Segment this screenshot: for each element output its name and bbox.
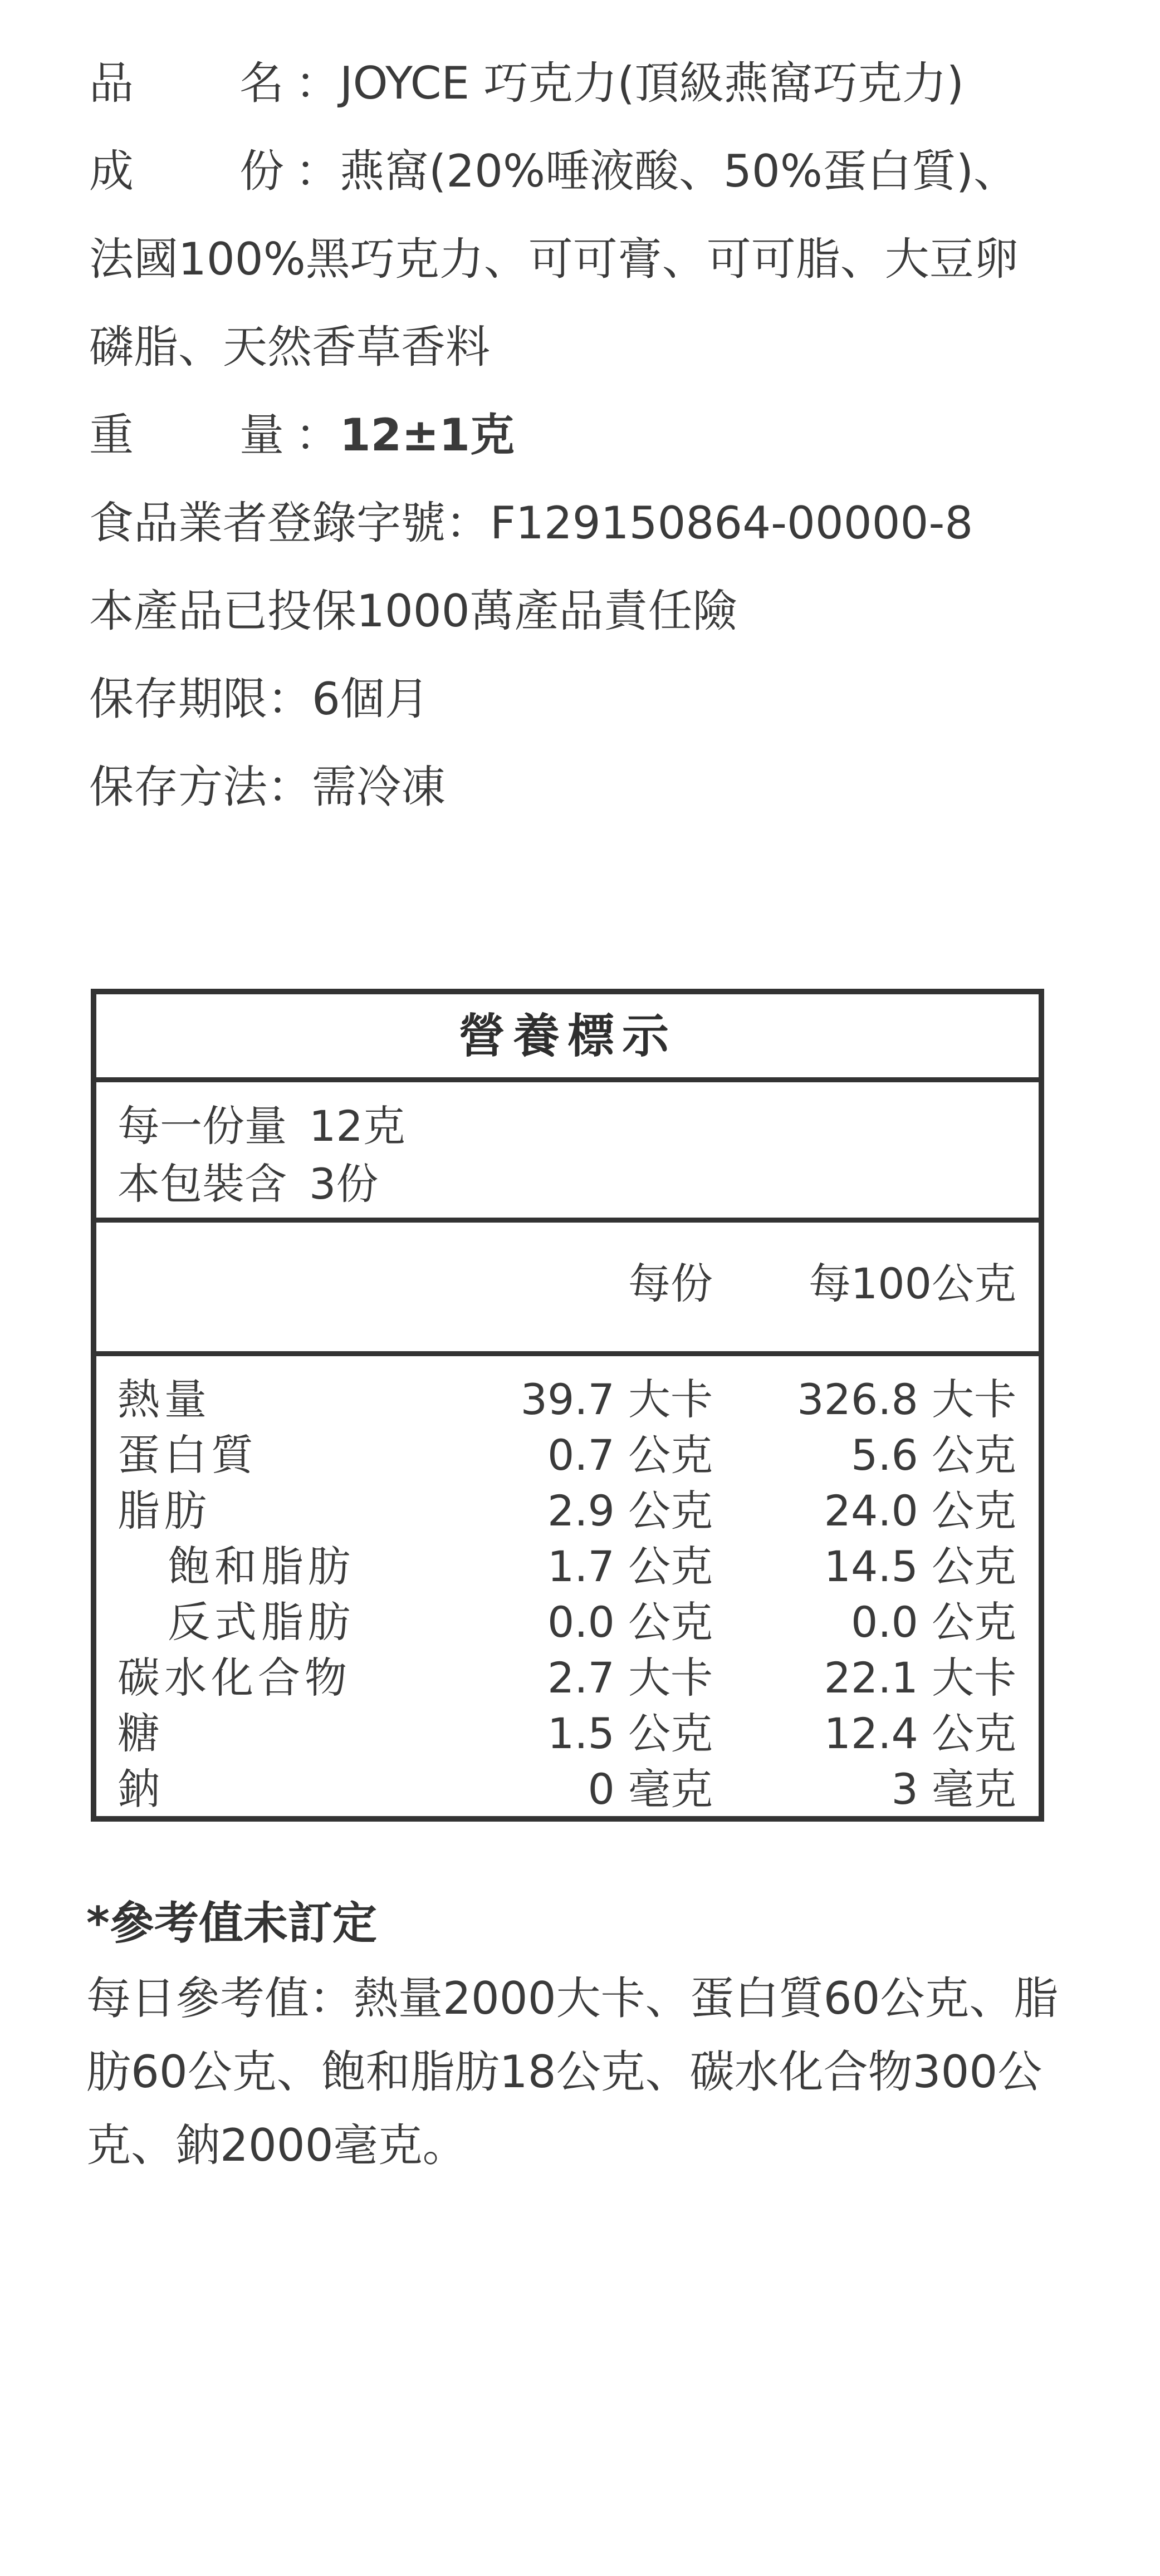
ingredients-label: 成 份 (89, 145, 284, 197)
per-100g-value: 326.8 大卡 (797, 1375, 1016, 1424)
per-100g-value: 3 毫克 (891, 1764, 1016, 1814)
per-serving-value: 0.0 公克 (547, 1597, 713, 1647)
nutrient-name: 脂肪 (118, 1486, 211, 1535)
ingredients-value-1: ：燕窩(20%唾液酸、50%蛋白質)、 (295, 145, 1019, 197)
nutrition-row-energy (96, 1372, 1039, 1427)
nutrition-table (91, 989, 1044, 1822)
serving-size-value: 12克 (309, 1101, 405, 1151)
nutrition-row-sugar (96, 1706, 1039, 1762)
weight-label: 重 量 (89, 409, 284, 461)
nutrient-name: 糖 (118, 1709, 164, 1758)
col-per-100g-header: 每100公克 (808, 1259, 1016, 1308)
product-info (89, 47, 1092, 839)
nutrition-row-trans-fat (96, 1594, 1039, 1650)
registration-line: 食品業者登錄字號：F129150864-00000-8 (89, 497, 973, 549)
product-name-label: 品 名 (89, 57, 284, 109)
per-serving-value: 0 毫克 (588, 1764, 713, 1814)
product-name-value: ：JOYCE 巧克力(頂級燕窩巧克力) (295, 57, 964, 109)
nutrition-row-carbohydrate (96, 1650, 1039, 1706)
nutrition-column-headers (96, 1223, 1039, 1356)
nutrition-row-protein (96, 1427, 1039, 1483)
per-serving-value: 0.7 公克 (547, 1430, 713, 1480)
serving-size-row (118, 1096, 405, 1157)
servings-value: 3份 (309, 1159, 379, 1209)
nutrition-row-fat (96, 1483, 1039, 1539)
ingredients-line-3: 磷脂、天然香草香料 (89, 321, 490, 373)
nutrient-name: 熱量 (118, 1375, 211, 1424)
nutrition-row-saturated-fat (96, 1539, 1039, 1594)
nutrient-name: 鈉 (118, 1764, 164, 1814)
storage-line: 保存方法：需冷凍 (89, 761, 446, 813)
per-100g-value: 22.1 大卡 (824, 1653, 1016, 1702)
per-100g-value: 14.5 公克 (824, 1542, 1016, 1591)
per-100g-value: 0.0 公克 (850, 1597, 1016, 1647)
weight-line (89, 399, 1092, 487)
footnote-title: *參考值未訂定 (86, 1897, 377, 1949)
weight-separator: ： (295, 409, 340, 461)
nutrition-row-sodium (96, 1762, 1039, 1817)
per-100g-value: 24.0 公克 (824, 1486, 1016, 1535)
per-serving-value: 2.7 大卡 (547, 1653, 713, 1702)
nutrition-title: 營養標示 (96, 994, 1039, 1082)
per-100g-value: 12.4 公克 (824, 1709, 1016, 1758)
insurance-line: 本產品已投保1000萬產品責任險 (89, 585, 737, 637)
per-serving-value: 39.7 大卡 (520, 1375, 713, 1424)
nutrient-name: 飽和脂肪 (168, 1542, 355, 1591)
footnote (86, 1887, 1078, 2182)
servings-per-pack-row (118, 1154, 378, 1215)
per-serving-value: 1.7 公克 (547, 1542, 713, 1591)
nutrient-name: 反式脂肪 (168, 1597, 355, 1647)
footnote-text: 每日參考值：熱量2000大卡、蛋白質60公克、脂肪60公克、飽和脂肪18公克、碳水化合物300公克、鈉2000毫克。 (86, 1973, 1059, 2171)
per-100g-value: 5.6 公克 (850, 1430, 1016, 1480)
nutrient-name: 蛋白質 (118, 1430, 258, 1480)
serving-size-label: 每一份量 (118, 1101, 287, 1151)
product-name-line (89, 47, 1092, 135)
col-per-serving-header: 每份 (628, 1259, 713, 1308)
ingredients-line-2: 法國100%黑巧克力、可可膏、可可脂、大豆卵 (89, 233, 1019, 285)
nutrient-name: 碳水化合物 (118, 1653, 351, 1702)
per-serving-value: 1.5 公克 (547, 1709, 713, 1758)
servings-label: 本包裝含 (118, 1159, 287, 1209)
nutrition-rows (96, 1356, 1039, 1817)
ingredients-line-1 (89, 135, 1092, 223)
weight-value: 12±1克 (340, 409, 515, 461)
serving-info (96, 1082, 1039, 1223)
per-serving-value: 2.9 公克 (547, 1486, 713, 1535)
shelf-life-line: 保存期限：6個月 (89, 673, 429, 725)
